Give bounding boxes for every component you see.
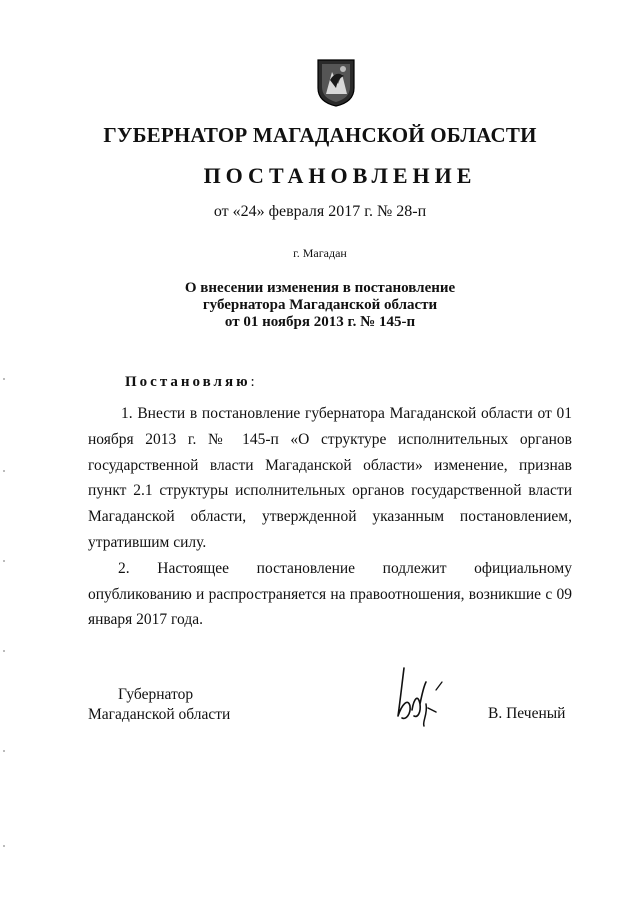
- subject-line: О внесении изменения в постановление: [184, 280, 456, 296]
- scan-margin-mark: [3, 650, 5, 652]
- scan-margin-mark: [3, 470, 5, 472]
- issuing-authority: ГУБЕРНАТОР МАГАДАНСКОЙ ОБЛАСТИ: [103, 123, 537, 147]
- signatory-title: [88, 685, 230, 725]
- document-date-number: от «24» февраля 2017 г. № 28-п: [213, 203, 427, 220]
- scan-margin-mark: [3, 560, 5, 562]
- document-city: г. Магадан: [293, 246, 347, 260]
- signatory-name: В. Печеный: [488, 705, 566, 722]
- body-paragraph-2: 2. Настоящее постановление подлежит официальному опубликованию и распространяется на правоотношения, возникшие с 09 января 2017 года.: [88, 559, 572, 629]
- body-paragraph-1: 1. Внести в постановление губернатора Магаданской области от 01 ноября 2013 г. № 145-п «О структуре исполнительных органов государственной власти Магаданской области» изменение, признав пункт 2.1 структуры исполнительных органов государственной власти Магаданской области, утвержденной указанным постановлением, утратившим силу.: [88, 405, 572, 551]
- signatory-title-line: Губернатор: [118, 686, 194, 703]
- signatory-title-line: Магаданской области: [88, 706, 231, 723]
- decree-heading: [125, 374, 255, 391]
- document-subject: [0, 280, 640, 331]
- scan-margin-mark: [3, 845, 5, 847]
- decree-word: Постановляю: [125, 374, 251, 390]
- document-body: [88, 401, 572, 633]
- handwritten-signature: [392, 664, 454, 728]
- subject-line: от 01 ноября 2013 г. № 145-п: [224, 314, 416, 330]
- scan-margin-mark: [3, 378, 5, 380]
- subject-line: губернатора Магаданской области: [202, 297, 438, 313]
- decree-colon: :: [250, 374, 255, 390]
- document-type: ПОСТАНОВЛЕНИЕ: [203, 163, 477, 188]
- scan-margin-mark: [3, 750, 5, 752]
- coat-of-arms-emblem: [316, 58, 356, 108]
